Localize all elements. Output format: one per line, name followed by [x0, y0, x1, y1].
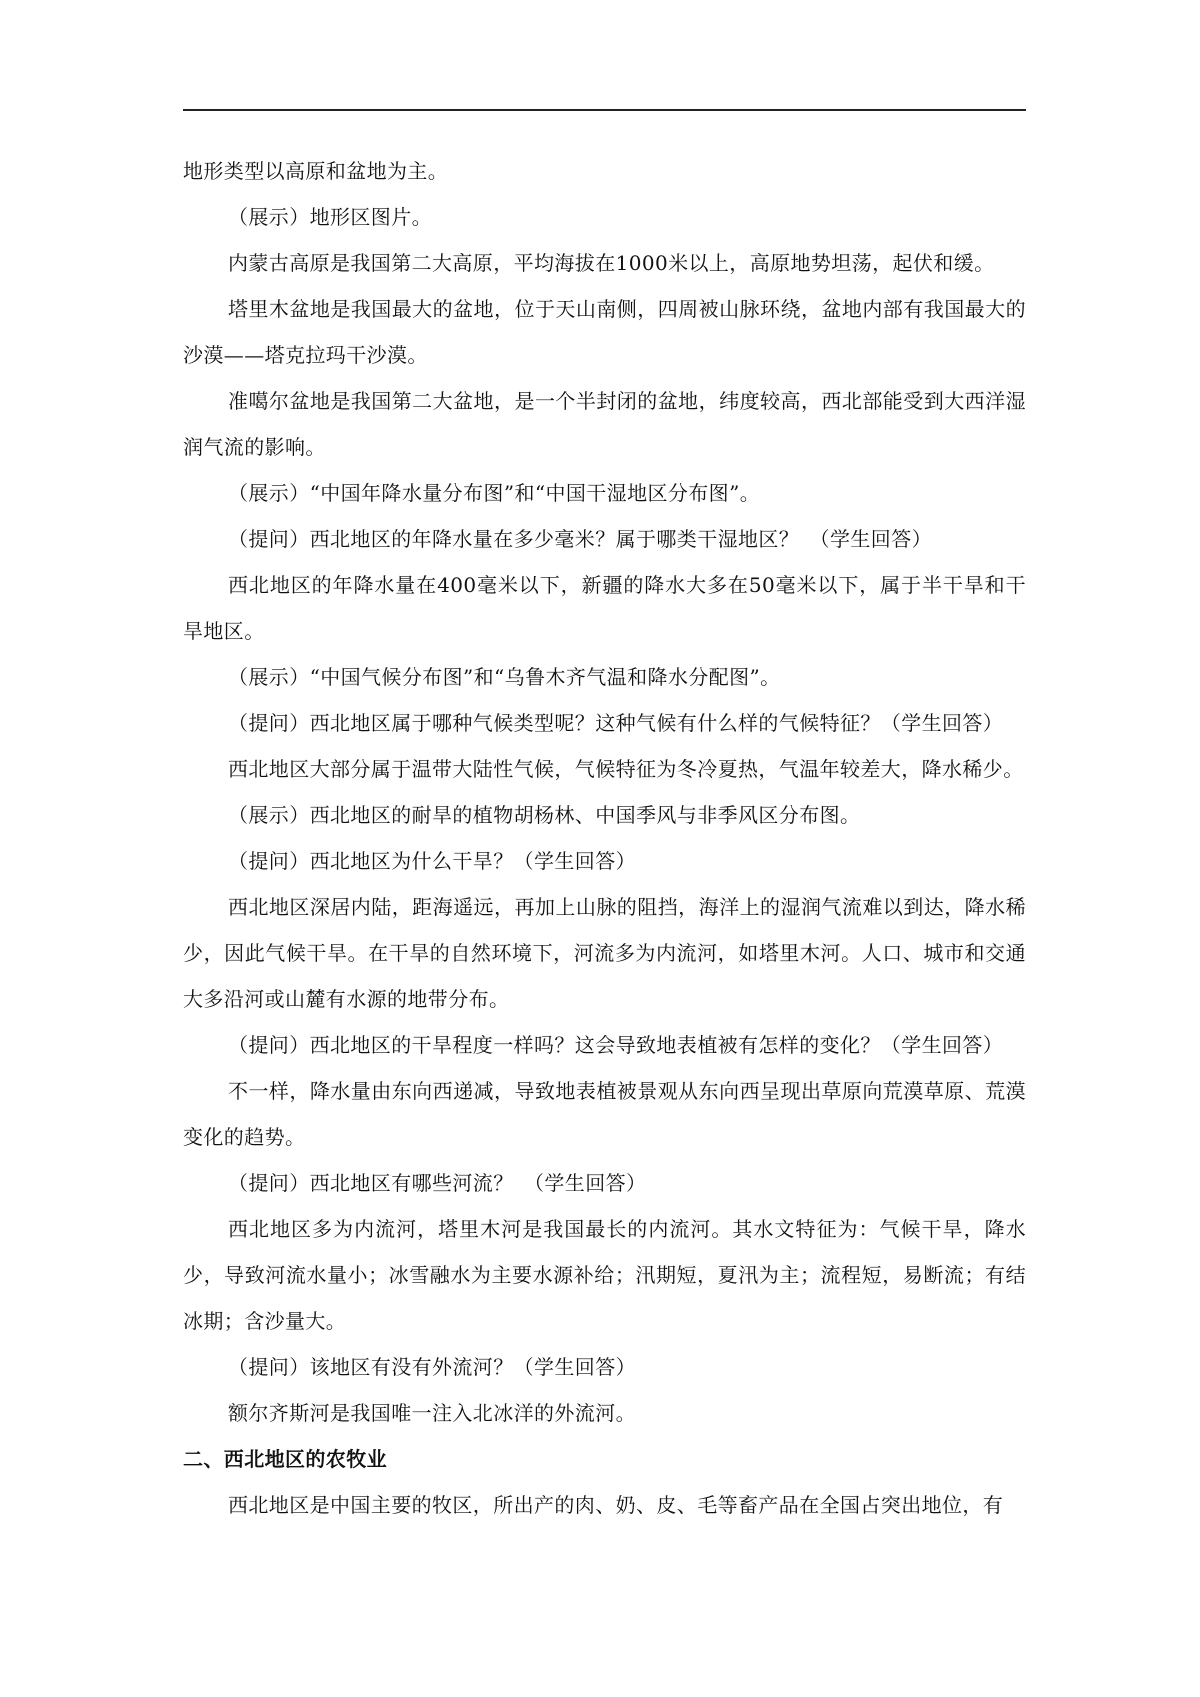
header-rule — [183, 109, 1026, 111]
paragraph: （提问）西北地区属于哪种气候类型呢？这种气候有什么样的气候特征？（学生回答） — [228, 711, 1004, 735]
paragraph: 西北地区深居内陆，距海遥远，再加上山脉的阻挡，海洋上的湿润气流难以到达，降水稀少，因此气候干旱。在干旱的自然环境下，河流多为内流河，如塔里木河。人口、城市和交通大多沿河或山麓有水源的地带分布。 — [183, 895, 1026, 1011]
document-body — [183, 148, 1026, 1528]
paragraph: （展示）地形区图片。 — [228, 205, 432, 229]
paragraph: 准噶尔盆地是我国第二大盆地，是一个半封闭的盆地，纬度较高，西北部能受到大西洋湿润气流的影响。 — [183, 389, 1026, 459]
paragraph: 不一样，降水量由东向西递减，导致地表植被景观从东向西呈现出草原向荒漠草原、荒漠变化的趋势。 — [183, 1079, 1026, 1149]
paragraph: 西北地区是中国主要的牧区，所出产的肉、奶、皮、毛等畜产品在全国占突出地位，有 — [228, 1493, 1004, 1517]
section-heading: 二、西北地区的农牧业 — [183, 1447, 387, 1471]
paragraph: 额尔齐斯河是我国唯一注入北冰洋的外流河。 — [228, 1401, 636, 1425]
paragraph: （提问）西北地区的年降水量在多少毫米？属于哪类干湿地区？ （学生回答） — [228, 527, 932, 551]
paragraph: （提问）西北地区的干旱程度一样吗？这会导致地表植被有怎样的变化？（学生回答） — [228, 1033, 1004, 1057]
paragraph: （提问）西北地区有哪些河流？ （学生回答） — [228, 1171, 647, 1195]
paragraph: 西北地区的年降水量在400毫米以下，新疆的降水大多在50毫米以下，属于半干旱和干旱地区。 — [183, 573, 1026, 643]
paragraph: （提问）西北地区为什么干旱？（学生回答） — [228, 849, 636, 873]
paragraph: 内蒙古高原是我国第二大高原，平均海拔在1000米以上，高原地势坦荡，起伏和缓。 — [228, 251, 995, 275]
paragraph: （展示）“中国年降水量分布图”和“中国干湿地区分布图”。 — [228, 481, 761, 505]
paragraph: 西北地区大部分属于温带大陆性气候，气候特征为冬冷夏热，气温年较差大，降水稀少。 — [228, 757, 1024, 781]
paragraph: 塔里木盆地是我国最大的盆地，位于天山南侧，四周被山脉环绕，盆地内部有我国最大的沙漠——塔克拉玛干沙漠。 — [183, 297, 1026, 367]
paragraph: 地形类型以高原和盆地为主。 — [183, 159, 449, 183]
paragraph: （展示）西北地区的耐旱的植物胡杨林、中国季风与非季风区分布图。 — [228, 803, 861, 827]
paragraph: 西北地区多为内流河，塔里木河是我国最长的内流河。其水文特征为：气候干旱，降水少，导致河流水量小；冰雪融水为主要水源补给；汛期短，夏汛为主；流程短，易断流；有结冰期；含沙量大。 — [183, 1217, 1026, 1333]
paragraph: （展示）“中国气候分布图”和“乌鲁木齐气温和降水分配图”。 — [228, 665, 781, 689]
paragraph: （提问）该地区有没有外流河？（学生回答） — [228, 1355, 636, 1379]
